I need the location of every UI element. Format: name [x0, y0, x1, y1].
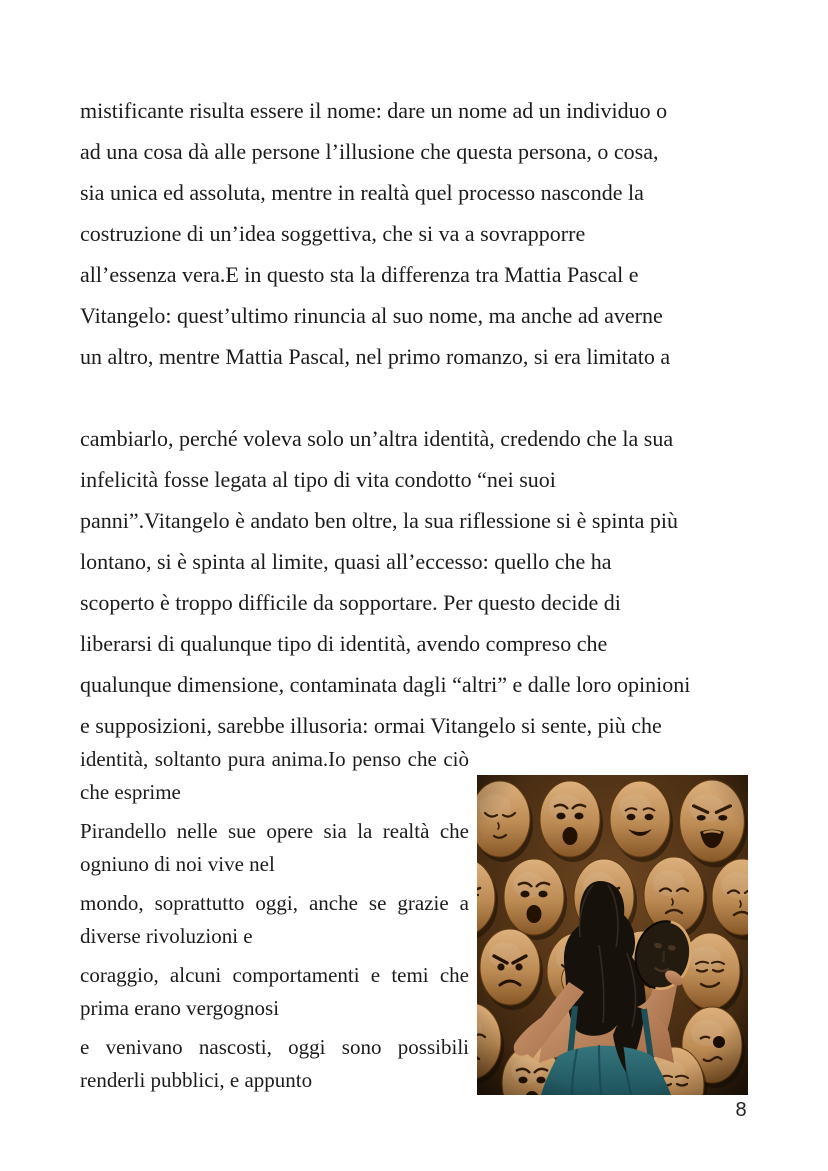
text-line: mistificante risulta essere il nome: dare un nome ad un individuo o — [80, 98, 668, 123]
text-line: qualunque dimensione, contaminata dagli “altri” e dalle loro opinioni — [80, 672, 691, 697]
text-line: lontano, si è spinta al limite, quasi all’eccesso: quello che ha — [80, 549, 612, 574]
paragraph — [80, 815, 469, 881]
paragraph — [80, 743, 469, 809]
text-line: identità, soltanto pura anima.Io penso che ciò — [80, 747, 469, 771]
text-line: all’essenza vera.E in questo sta la differenza tra Mattia Pascal e — [80, 262, 639, 287]
text-line: costruzione di un’idea soggettiva, che si va a sovrapporre — [80, 221, 586, 246]
text-line: liberarsi di qualunque tipo di identità, avendo compreso che — [80, 631, 608, 656]
text-line: cambiarlo, perché voleva solo un’altra identità, credendo che la sua — [80, 426, 674, 451]
paragraph — [80, 959, 469, 1025]
text-line: mondo, soprattutto oggi, anche se grazie a — [80, 891, 469, 915]
masks-illustration — [477, 775, 748, 1095]
text-line: Pirandello nelle sue opere sia la realtà che — [80, 819, 469, 843]
body-text-wrapped — [80, 743, 469, 1103]
text-line: e venivano nascosti, oggi sono possibili — [80, 1035, 469, 1059]
text-line: ogniuno di noi vive nel — [80, 852, 275, 876]
text-line: e supposizioni, sarebbe illusoria: ormai Vitangelo si sente, più che — [80, 713, 662, 738]
text-line: diverse rivoluzioni e — [80, 924, 253, 948]
text-line: ad una cosa dà alle persone l’illusione che questa persona, o cosa, — [80, 139, 659, 164]
text-line: panni”.Vitangelo è andato ben oltre, la sua riflessione si è spinta più — [80, 508, 679, 533]
text-line: renderli pubblici, e appunto — [80, 1068, 313, 1092]
text-line: un altro, mentre Mattia Pascal, nel primo romanzo, si era limitato a — [80, 344, 671, 369]
masks-artwork-svg — [477, 775, 748, 1095]
body-text-top — [80, 90, 760, 746]
text-line: infelicità fosse legata al tipo di vita condotto “nei suoi — [80, 467, 556, 492]
paragraph — [80, 887, 469, 953]
text-line: Vitangelo: quest’ultimo rinuncia al suo nome, ma anche ad averne — [80, 303, 663, 328]
text-line: sia unica ed assoluta, mentre in realtà quel processo nasconde la — [80, 180, 644, 205]
text-line: prima erano vergognosi — [80, 996, 280, 1020]
text-line: scoperto è troppo difficile da sopportare. Per questo decide di — [80, 590, 621, 615]
paragraph — [80, 1031, 469, 1097]
text-line: coraggio, alcuni comportamenti e temi che — [80, 963, 469, 987]
page-number: 8 — [735, 1099, 747, 1121]
text-line: che esprime — [80, 780, 181, 804]
blank-line — [80, 377, 760, 418]
